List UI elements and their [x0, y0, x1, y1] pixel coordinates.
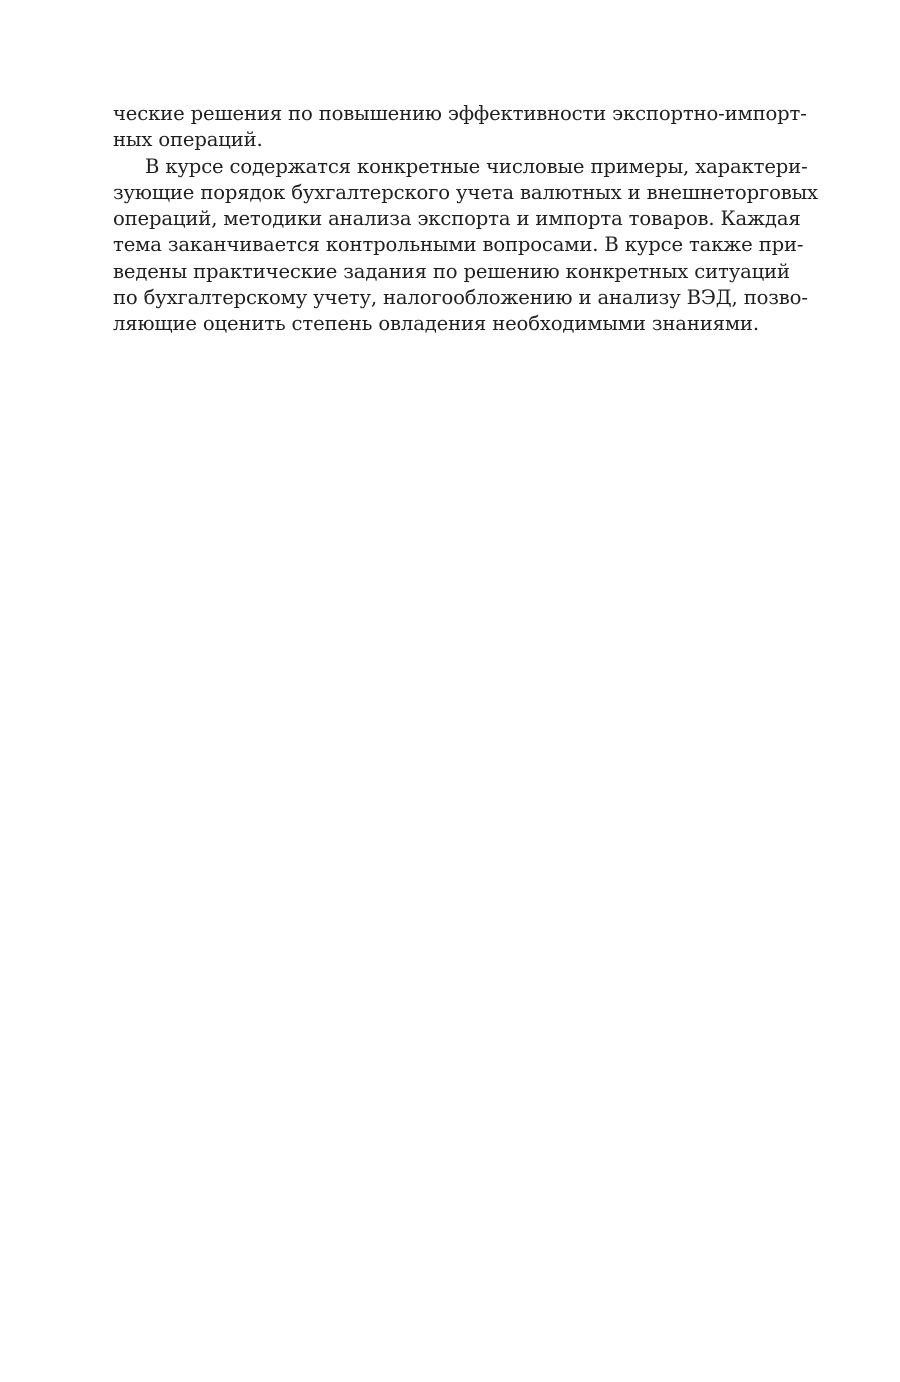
text-line: ведены практические задания по решению конкретных ситуаций: [113, 259, 790, 283]
text-line: тема заканчивается контрольными вопросами. В курсе также при-: [113, 233, 804, 257]
text-line: зующие порядок бухгалтерского учета валютных и внешнеторговых: [113, 180, 818, 204]
paragraph-course-description: [113, 154, 818, 338]
paragraph-continuation: [113, 101, 807, 154]
page-body-text: [113, 101, 818, 338]
text-line: операций, методики анализа экспорта и импорта товаров. Каждая: [113, 207, 801, 231]
text-line: ных операций.: [113, 128, 263, 152]
text-line: ческие решения по повышению эффективности экспортно-импорт-: [113, 102, 807, 125]
text-line: ляющие оценить степень овладения необходимыми знаниями.: [113, 312, 759, 336]
text-line: В курсе содержатся конкретные числовые примеры, характери-: [145, 154, 808, 178]
text-line: по бухгалтерскому учету, налогообложению и анализу ВЭД, позво-: [113, 286, 808, 310]
